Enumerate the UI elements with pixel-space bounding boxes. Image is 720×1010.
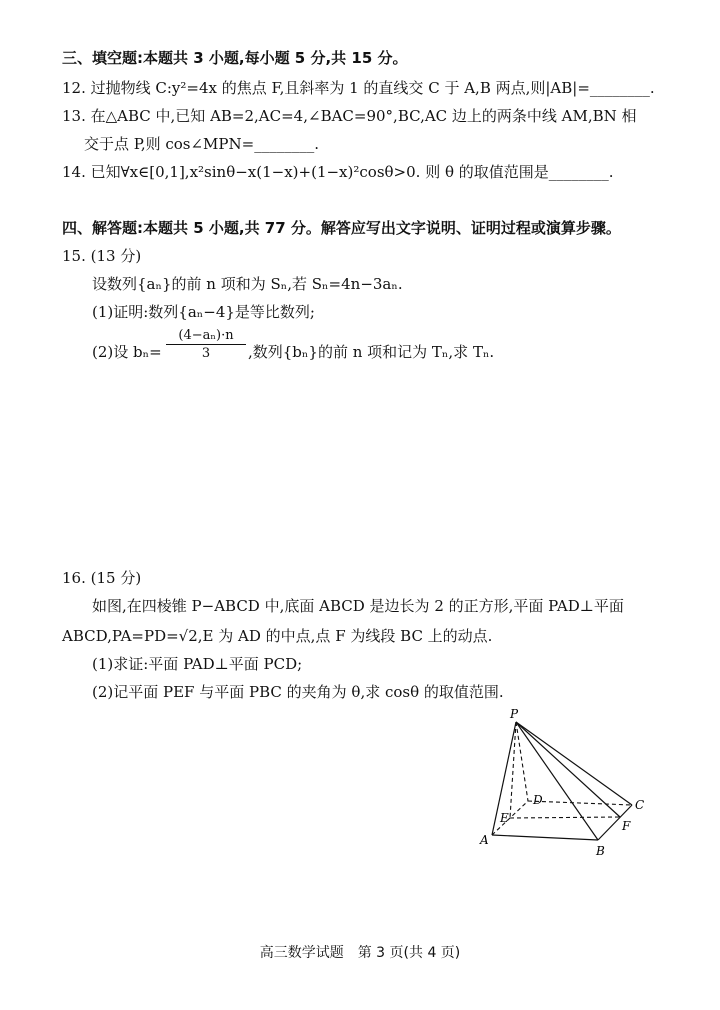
question-16-part2: (2)记平面 PEF 与平面 PBC 的夹角为 θ,求 cosθ 的取值范围. — [92, 683, 504, 701]
question-12: 12. 过抛物线 C:y²=4x 的焦点 F,且斜率为 1 的直线交 C 于 A,B 两点,则|AB|=________. — [62, 79, 655, 97]
edge-PF — [516, 722, 620, 817]
question-15-part1: (1)证明:数列{aₙ−4}是等比数列; — [92, 303, 315, 321]
question-15-part2-prefix: (2)设 bₙ= — [92, 343, 162, 361]
edge-PB — [516, 722, 598, 840]
question-16-number: 16. (15 分) — [62, 569, 142, 587]
label-D: D — [533, 793, 543, 807]
label-C: C — [635, 798, 645, 812]
pyramid-figure — [470, 705, 670, 865]
fraction-numerator: (4−aₙ)·n — [178, 328, 234, 343]
label-F: F — [622, 819, 631, 833]
label-P: P — [510, 707, 519, 721]
question-15-stem: 设数列{aₙ}的前 n 项和为 Sₙ,若 Sₙ=4n−3aₙ. — [92, 275, 403, 293]
section3-heading: 三、填空题:本题共 3 小题,每小题 5 分,共 15 分。 — [62, 49, 408, 67]
question-15-part2-suffix: ,数列{bₙ}的前 n 项和记为 Tₙ,求 Tₙ. — [248, 343, 495, 361]
label-B: B — [596, 844, 605, 858]
fraction-denominator: 3 — [201, 346, 211, 361]
segment-EF-hidden — [510, 817, 620, 818]
question-16-stem-line1: 如图,在四棱锥 P−ABCD 中,底面 ABCD 是边长为 2 的正方形,平面 PAD⊥平面 — [92, 597, 624, 615]
question-14: 14. 已知∀x∈[0,1],x²sinθ−x(1−x)+(1−x)²cosθ>0. 则 θ 的取值范围是________. — [62, 163, 614, 181]
page-footer: 高三数学试题 第 3 页(共 4 页) — [259, 945, 461, 961]
question-16-stem-line2: ABCD,PA=PD=√2,E 为 AD 的中点,点 F 为线段 BC 上的动点. — [62, 627, 493, 645]
question-16-part1: (1)求证:平面 PAD⊥平面 PCD; — [92, 655, 303, 673]
edge-PD-hidden — [516, 722, 528, 801]
label-A: A — [480, 833, 489, 847]
label-E: E — [500, 811, 509, 825]
section4-heading: 四、解答题:本题共 5 小题,共 77 分。解答应写出文字说明、证明过程或演算步骤。 — [62, 219, 621, 237]
question-15-fraction — [166, 328, 246, 361]
edge-DC-hidden — [528, 801, 632, 805]
edge-AB — [492, 835, 598, 840]
question-13-line1: 13. 在△ABC 中,已知 AB=2,AC=4,∠BAC=90°,BC,AC 边上的两条中线 AM,BN 相 — [62, 107, 637, 125]
question-13-line2: 交于点 P,则 cos∠MPN=________. — [84, 135, 319, 153]
fraction-bar — [166, 344, 246, 345]
question-15-number: 15. (13 分) — [62, 247, 142, 265]
